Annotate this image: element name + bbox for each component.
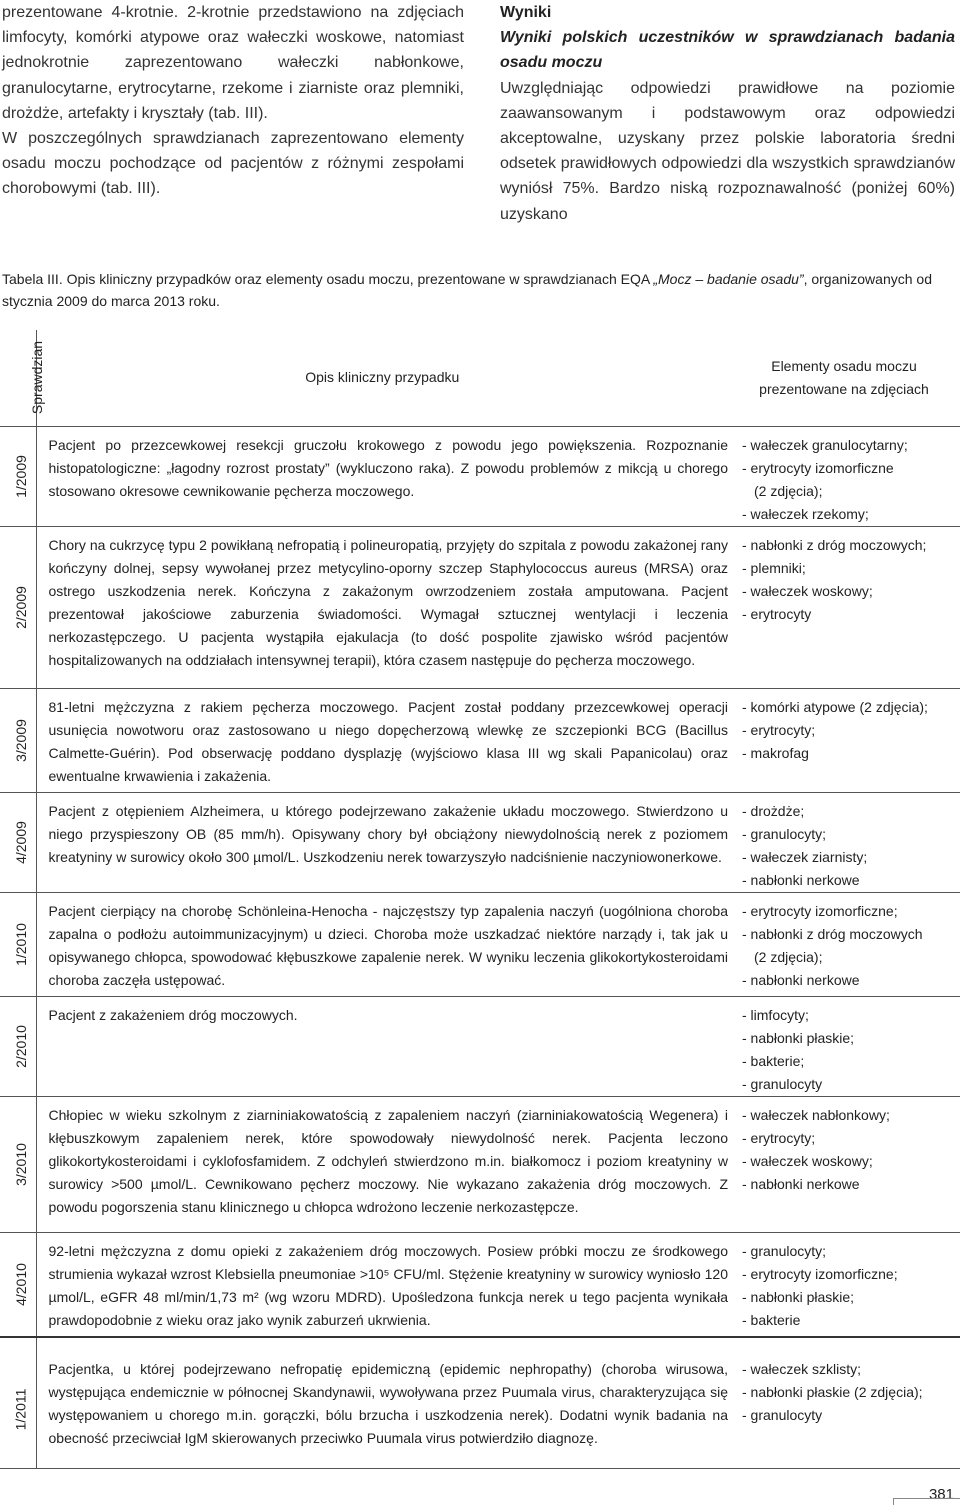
sediment-element-item: - wałeczek granulocytarny; <box>742 436 908 453</box>
row-sprawdzian-id: 1/2009 <box>0 426 36 526</box>
row-sediment-elements <box>728 1096 960 1232</box>
left-paragraph-2: W poszczególnych sprawdzianach zaprezentowano elementy osadu moczu pochodzące od pacjentów z różnymi zespołami chorobowymi (tab. III). <box>2 130 464 198</box>
sediment-element-item: - bakterie; <box>742 1052 805 1069</box>
row-sprawdzian-id: 3/2009 <box>0 688 36 792</box>
row-clinical-description: Pacjent cierpiący na chorobę Schönleina-Henocha - najczęstszy typ zapalenia naczyń (uogólniona choroba zapalna o podłożu autoimmunizacyjnym) u dzieci. Choroba może uszkadzać niektóre narządy i, tak jak u opisywanego chłopca, spowodować kłębuszkowe zapalenie nerek. W wyniku leczenia glikokortykosteroidami choroba zaczęła ustępować. <box>36 892 728 996</box>
caption-title-2: badanie osadu” <box>707 271 804 287</box>
left-paragraph-1: prezentowane 4-krotnie. 2-krotnie przedstawiono na zdjęciach limfocyty, komórki atypowe oraz wałeczki woskowe, natomiast jednokrotnie zaprezentowano wałeczki nabłonkowe, granulocytarne, erytrocytarne, rzekome i ziarniste oraz plemniki, drożdże, artefakty i kryształy (tab. III). <box>2 4 464 122</box>
row-sprawdzian-id: 2/2010 <box>0 996 36 1096</box>
row-clinical-description: 92-letni mężczyzna z domu opieki z zakażeniem dróg moczowych. Posiew próbki moczu ze środkowego strumienia wykazał wzrost Klebsiella pneumoniae >10⁵ CFU/ml. Stężenie kreatyniny w surowicy wyniosło 120 µmol/L, eGFR 48 ml/min/1,73 m² (wg wzoru MDRD). Upośledzona funkcja nerek u tego pacjenta wynikała prawdopodobnie z wieku oraz jako wynik zaburzeń ukrwienia. <box>36 1232 728 1337</box>
row-clinical-description: Pacjent z otępieniem Alzheimera, u którego podejrzewano zakażenie układu moczowego. Stwierdzono u niego przyspieszony OB (85 mm/h). Opisywany chory był obciążony niewydolnością nerek z poziomem kreatyniny w surowicy około 300 µmol/L. Uszkodzeniu nerek towarzyszyło nadciśnienie naczyniowonerkowe. <box>36 792 728 892</box>
right-column <box>500 0 955 227</box>
table-label: Tabela III. <box>2 271 63 287</box>
sediment-element-item: - granulocyty <box>742 1406 823 1423</box>
table-row <box>0 1351 960 1469</box>
sediment-element-item: - nabłonki z dróg moczowych <box>742 925 923 942</box>
header-sprawdzian: Sprawdzian <box>0 330 36 426</box>
sediment-element-item: - erytrocyty izomorficzne; <box>742 1265 898 1282</box>
table-row <box>0 996 960 1096</box>
header-elementy: Elementy osadu moczu prezentowane na zdjęciach <box>728 330 960 426</box>
sediment-element-item: - erytrocyty izomorficzne <box>742 459 894 476</box>
row-sediment-elements <box>728 892 960 996</box>
row-sprawdzian-id: 4/2009 <box>0 792 36 892</box>
sediment-element-item: - nabłonki nerkowe <box>742 1175 860 1192</box>
row-sprawdzian-id: 4/2010 <box>0 1232 36 1337</box>
left-column <box>2 0 464 202</box>
row-sprawdzian-id: 3/2010 <box>0 1096 36 1232</box>
sediment-element-item: - nabłonki nerkowe <box>742 871 860 888</box>
right-paragraph-1: Uwzględniając odpowiedzi prawidłowe na poziomie zaawansowanym i podstawowym oraz odpowiedzi akceptowalne, uzyskany przez polskie laboratoria średni odsetek prawidłowych odpowiedzi dla wszystkich sprawdzianów wyniósł 75%. Bardzo niską rozpoznawalność (poniżej 60%) uzyskano <box>500 79 955 223</box>
table-caption <box>2 268 958 312</box>
row-clinical-description: Pacjent po przezcewkowej resekcji gruczołu krokowego z powodu jego powiększenia. Rozpoznanie histopatologiczne: „łagodny rozrost prostaty” (wykluczono raka). Z powodu problemów z mikcją u chorego stosowano okresowe cewnikowanie pęcherza moczowego. <box>36 426 728 526</box>
sediment-element-item: - bakterie <box>742 1311 801 1328</box>
sediment-element-item: - plemniki; <box>742 559 806 576</box>
table-row <box>0 1096 960 1232</box>
table-row <box>0 1232 960 1337</box>
sediment-element-item: - nabłonki płaskie; <box>742 1029 855 1046</box>
sediment-element-item: - nabłonki płaskie (2 zdjęcia); <box>742 1383 923 1400</box>
table-row <box>0 892 960 996</box>
row-clinical-description: Chory na cukrzycę typu 2 powikłaną nefropatią i polineuropatią, przyjęty do szpitala z powodu zakażonej rany kończyny dolnej, sepsy wywołanej przez metycylino-oporny szczep Staphylococcus aureus (MRSA) oraz ostrego uszkodzenia nerek. Kończyna z zakażonym owrzodzeniem została amputowana. Pacjent prezentował jakościowe zaburzenia świadomości. Wymagał sztucznej wentylacji i leczenia nerkozastępczego. U pacjenta wystąpiła ejakulacja (to dość pospolite zjawisko wśród pacjentów hospitalizowanych na oddziałach intensywnej terapii), która czasem następuje do pęcherza moczowego. <box>36 526 728 688</box>
caption-text-2: , organizowanych od stycznia 2009 do marca 2013 roku. <box>2 271 932 309</box>
sediment-element-item: - wałeczek szklisty; <box>742 1360 862 1377</box>
caption-text-1: Opis kliniczny przypadków oraz elementy osadu moczu, prezentowane w sprawdzianach EQA <box>62 271 654 287</box>
sediment-element-item: - wałeczek ziarnisty; <box>742 848 868 865</box>
row-sediment-elements <box>728 526 960 688</box>
table-row <box>0 526 960 688</box>
section-subheading: Wyniki polskich uczestników w sprawdzianach badania osadu moczu <box>500 29 955 72</box>
sediment-element-item: - erytrocyty <box>742 605 812 622</box>
sediment-element-item: - wałeczek woskowy; <box>742 582 873 599</box>
table-row <box>0 426 960 526</box>
page-number-rule <box>893 1498 960 1505</box>
sediment-element-item: - komórki atypowe (2 zdjęcia); <box>742 698 928 715</box>
sediment-element-item: - erytrocyty; <box>742 1129 816 1146</box>
row-clinical-description: Pacjentka, u której podejrzewano nefropatię epidemiczną (epidemic nephropathy) (choroba wirusowa, występująca endemicznie w północnej Skandynawii, wywoływana przez Puumala virus, charakteryzująca się występowaniem u chorego m.in. gorączki, bólu brzucha i uszkodzenia nerek). Dodatni wynik badania na obecność przeciwciał IgM skierowanych przeciwko Puumala virus potwierdziło diagnozę. <box>36 1351 728 1469</box>
table-row <box>0 792 960 892</box>
sediment-element-item: - nabłonki nerkowe <box>742 971 860 988</box>
row-sediment-elements <box>728 426 960 526</box>
section-heading: Wyniki <box>500 4 552 21</box>
sediment-element-item: - makrofag <box>742 744 809 761</box>
sediment-element-item: - wałeczek rzekomy; <box>742 505 869 522</box>
sediment-element-item: - wałeczek nabłonkowy; <box>742 1106 890 1123</box>
row-clinical-description: Pacjent z zakażeniem dróg moczowych. <box>36 996 728 1096</box>
sediment-element-item: - granulocyty; <box>742 825 827 842</box>
caption-dash: – <box>691 271 708 287</box>
row-sediment-elements <box>728 1351 960 1469</box>
sediment-element-item: - nabłonki płaskie; <box>742 1288 855 1305</box>
row-sediment-elements <box>728 688 960 792</box>
clinical-cases-table <box>0 330 960 1469</box>
sediment-element-item: - nabłonki z dróg moczowych; <box>742 536 927 553</box>
sediment-element-item: - granulocyty <box>742 1075 823 1092</box>
row-clinical-description: Chłopiec w wieku szkolnym z ziarniniakowatością z zapaleniem naczyń (ziarniniakowatością Wegenera) i kłębuszkowym zapaleniem nerek, które spowodowały niewydolność nerek. Pacjenta leczono glikokortykosteroidami i cyklofosfamidem. Z odchyleń stwierdzono m.in. białkomocz i poziom kreatyniny w surowicy >500 µmol/L. Cewnikowano pęcherz moczowy. Nie wykazano zakażenia dróg moczowych. Z powodu pogorszenia stanu klinicznego u chłopca wdrożono leczenie nerkozastępcze. <box>36 1096 728 1232</box>
sediment-element-item: - limfocyty; <box>742 1006 809 1023</box>
row-sprawdzian-id: 1/2011 <box>0 1351 36 1469</box>
row-sediment-elements <box>728 996 960 1096</box>
sediment-element-item: - erytrocyty izomorficzne; <box>742 902 898 919</box>
sediment-element-item: (2 zdjęcia); <box>754 948 823 965</box>
caption-title-1: „Mocz <box>653 271 692 287</box>
row-clinical-description: 81-letni mężczyzna z rakiem pęcherza moczowego. Pacjent został poddany przezcewkowej operacji usunięcia nowotworu oraz zastosowano u niego dopęcherzową wlewkę ze szczepionki BCG (Bacillus Calmette-Guérin). Pod obserwację poddano dysplazję (wyjściowo klasa III wg skali Papanicolau) oraz ewentualne krwawienia i zakażenia. <box>36 688 728 792</box>
table-row <box>0 688 960 792</box>
page-number: 381 <box>928 1486 954 1503</box>
sediment-element-item: - erytrocyty; <box>742 721 816 738</box>
row-sprawdzian-id: 1/2010 <box>0 892 36 996</box>
sediment-element-item: (2 zdjęcia); <box>754 482 823 499</box>
table-header-row <box>0 330 960 426</box>
sediment-element-item: - drożdże; <box>742 802 805 819</box>
sediment-element-item: - granulocyty; <box>742 1242 827 1259</box>
header-opis: Opis kliniczny przypadku <box>36 330 728 426</box>
row-spacer <box>0 1337 960 1351</box>
row-sediment-elements <box>728 792 960 892</box>
row-sprawdzian-id: 2/2009 <box>0 526 36 688</box>
row-sediment-elements <box>728 1232 960 1337</box>
sediment-element-item: - wałeczek woskowy; <box>742 1152 873 1169</box>
